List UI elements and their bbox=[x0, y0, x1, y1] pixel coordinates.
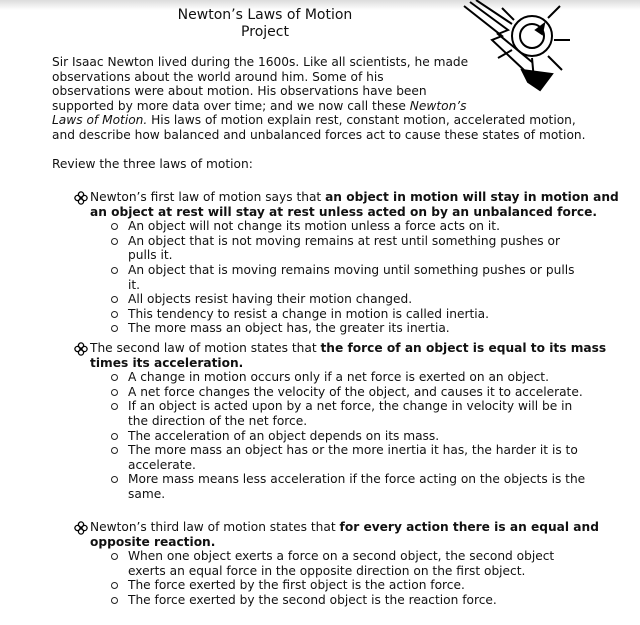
list-item bbox=[110, 472, 590, 501]
list-item bbox=[110, 385, 590, 400]
second-law-bullets bbox=[110, 370, 590, 501]
list-item bbox=[110, 578, 590, 593]
circle-bullet-icon bbox=[111, 374, 118, 381]
first-law-bold-1: an object in motion will stay in motion and bbox=[325, 190, 619, 204]
intro-line-4-emphasis: Newton’s bbox=[409, 98, 467, 113]
intro-line-4-text: supported by more data over time; and we now call these bbox=[52, 98, 410, 113]
third-law-bullets bbox=[110, 549, 590, 607]
bullet-text: This tendency to resist a change in motion is called inertia. bbox=[128, 306, 490, 321]
flower-bullet-icon bbox=[74, 521, 88, 535]
circle-bullet-icon bbox=[111, 582, 118, 589]
list-item bbox=[110, 321, 590, 336]
review-heading: Review the three laws of motion: bbox=[52, 157, 253, 171]
bullet-text: The more mass an object has or the more inertia it has, the harder it is to accelerate. bbox=[128, 443, 578, 472]
circle-bullet-icon bbox=[111, 403, 118, 410]
second-law-line-2 bbox=[90, 356, 594, 371]
intro-line-3: observations were about motion. His observations have been bbox=[52, 84, 427, 99]
circle-bullet-icon bbox=[111, 389, 118, 396]
third-law-line-2 bbox=[90, 535, 594, 550]
bullet-text: An object that is moving remains moving until something pushes or pulls it. bbox=[128, 262, 575, 292]
intro-line-5 bbox=[52, 113, 582, 128]
list-item bbox=[110, 307, 590, 322]
bullet-text: The force exerted by the first object is the action force. bbox=[128, 578, 465, 593]
bullet-text: An object will not change its motion unless a force acts on it. bbox=[128, 219, 500, 234]
bullet-text: The force exerted by the second object is the reaction force. bbox=[128, 592, 497, 607]
intro-line-4 bbox=[52, 99, 582, 114]
circle-bullet-icon bbox=[111, 597, 118, 604]
second-law-line-1 bbox=[90, 341, 607, 356]
bullet-text: The acceleration of an object depends on its mass. bbox=[128, 428, 440, 443]
circle-bullet-icon bbox=[111, 325, 118, 332]
circle-bullet-icon bbox=[111, 296, 118, 303]
first-law-bold-2: an object at rest will stay at rest unless acted on by an unbalanced force. bbox=[90, 204, 597, 219]
bullet-text: All objects resist having their motion changed. bbox=[128, 292, 413, 307]
bullet-text: The more mass an object has, the greater its inertia. bbox=[128, 321, 450, 336]
intro-line-6: and describe how balanced and unbalanced forces act to cause these states of motion. bbox=[52, 127, 586, 142]
list-item bbox=[110, 292, 590, 307]
title-line-1: Newton’s Laws of Motion bbox=[177, 7, 353, 23]
list-item bbox=[110, 263, 590, 292]
flower-bullet-icon bbox=[74, 191, 88, 205]
first-law-intro: Newton’s first law of motion says that bbox=[90, 190, 326, 204]
intro-line-1: Sir Isaac Newton lived during the 1600s. Like all scientists, he made bbox=[52, 55, 469, 69]
first-law-heading bbox=[74, 190, 619, 219]
third-law-bold-2: opposite reaction. bbox=[90, 534, 216, 549]
circle-bullet-icon bbox=[111, 553, 118, 560]
bullet-text: More mass means less acceleration if the force acting on the objects is the same. bbox=[128, 472, 586, 501]
circle-bullet-icon bbox=[111, 476, 118, 483]
second-law-section bbox=[74, 341, 607, 502]
page-title bbox=[130, 7, 400, 41]
first-law-section bbox=[74, 190, 619, 336]
bullet-text: An object that is not moving remains at rest until something pushes or pulls it. bbox=[128, 233, 560, 263]
first-law-bullets bbox=[110, 219, 590, 336]
intro-line-5-emphasis: Laws of Motion. bbox=[52, 113, 148, 128]
list-item bbox=[110, 593, 590, 608]
circle-bullet-icon bbox=[111, 311, 118, 318]
circle-bullet-icon bbox=[111, 433, 118, 440]
third-law-section bbox=[74, 520, 599, 608]
third-law-intro: Newton’s third law of motion states that bbox=[90, 520, 340, 534]
list-item bbox=[110, 549, 590, 578]
circle-bullet-icon bbox=[111, 238, 118, 245]
third-law-heading bbox=[74, 520, 599, 549]
intro-line-5-text: His laws of motion explain rest, constant motion, accelerated motion, bbox=[147, 113, 576, 128]
intro-line-2: observations about the world around him. Some of his bbox=[52, 69, 384, 84]
bullet-text: A change in motion occurs only if a net force is exerted on an object. bbox=[128, 370, 549, 385]
third-law-bold-1: for every action there is an equal and bbox=[339, 520, 599, 534]
circle-bullet-icon bbox=[111, 267, 118, 274]
bullet-text: A net force changes the velocity of the object, and causes it to accelerate. bbox=[128, 384, 583, 399]
list-item bbox=[110, 219, 590, 234]
intro-paragraph bbox=[52, 55, 586, 143]
bullet-text: When one object exerts a force on a second object, the second object exerts an equal force in the opposite direction on the first object. bbox=[128, 549, 555, 578]
list-item bbox=[110, 443, 590, 472]
flower-bullet-icon bbox=[74, 342, 88, 356]
circle-bullet-icon bbox=[111, 223, 118, 230]
first-law-line-1 bbox=[90, 190, 619, 205]
list-item bbox=[110, 399, 590, 428]
title-line-2: Project bbox=[241, 24, 289, 40]
second-law-intro: The second law of motion states that bbox=[90, 341, 321, 355]
list-item bbox=[110, 370, 590, 385]
second-law-bold-2: times its acceleration. bbox=[90, 355, 244, 370]
circle-bullet-icon bbox=[111, 447, 118, 454]
second-law-heading bbox=[74, 341, 607, 370]
third-law-line-1 bbox=[90, 520, 599, 535]
list-item bbox=[110, 429, 590, 444]
bullet-text: If an object is acted upon by a net force, the change in velocity will be in the direction of the net force. bbox=[128, 399, 573, 428]
first-law-line-2 bbox=[90, 204, 597, 220]
list-item bbox=[110, 234, 590, 263]
second-law-bold-1: the force of an object is equal to its mass bbox=[320, 341, 607, 355]
